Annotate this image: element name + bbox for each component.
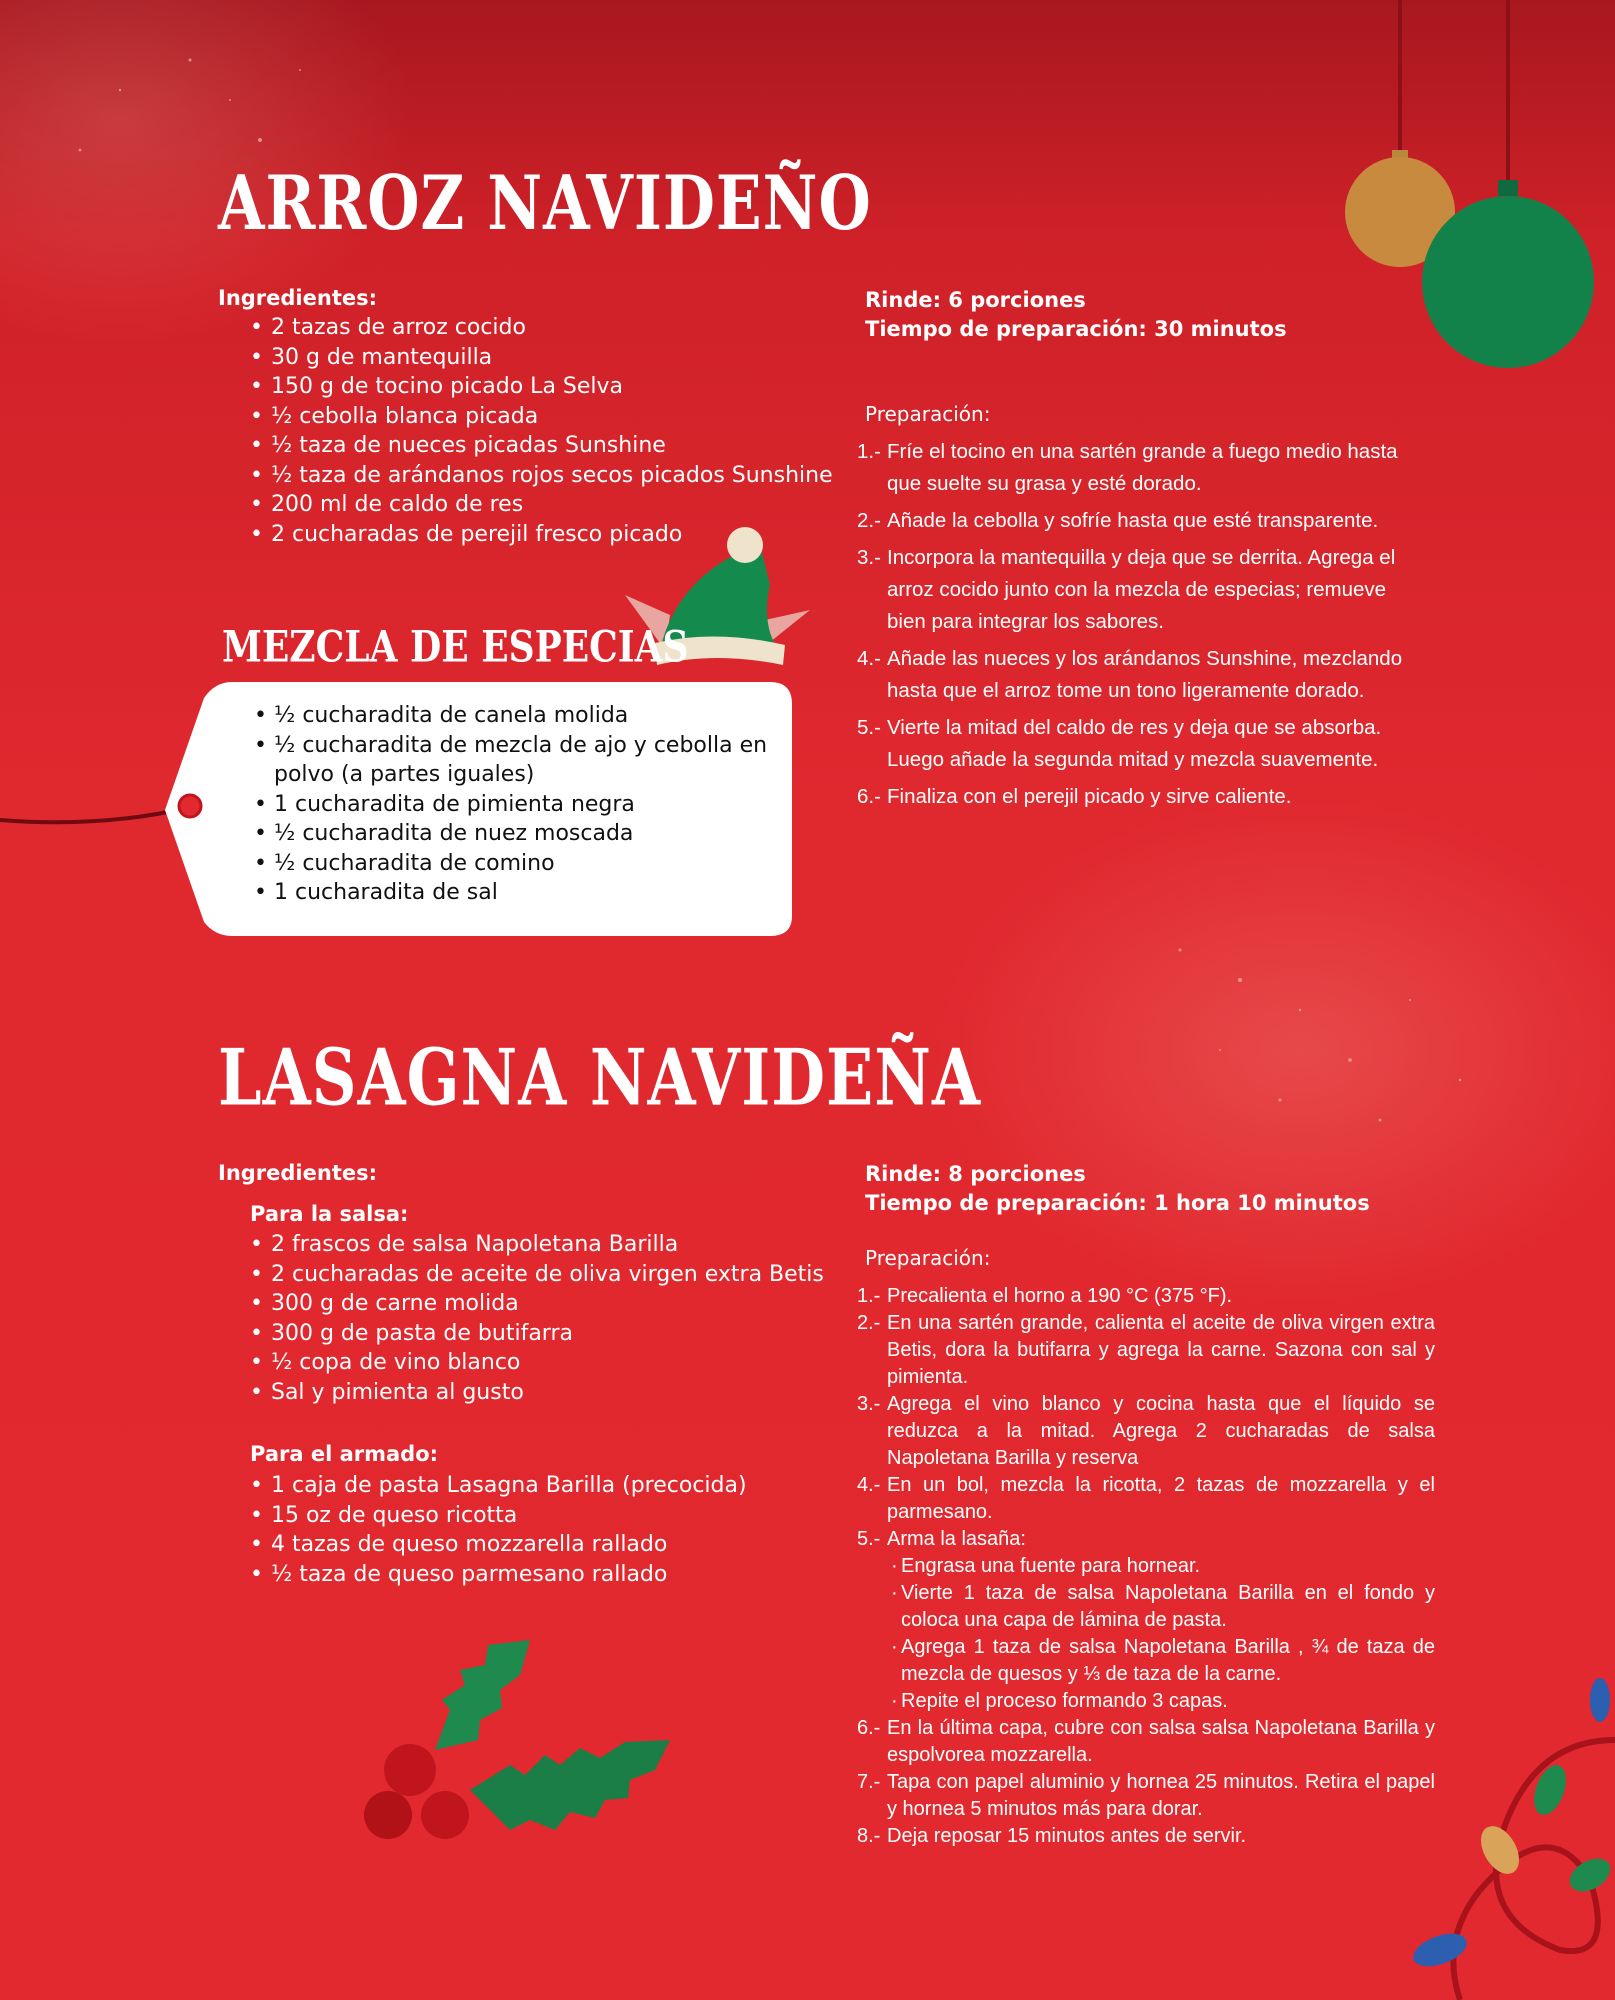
list-item: • ½ copa de vino blanco [250,1348,824,1378]
step-item [857,542,1417,638]
step-number: 3.- [857,546,881,569]
list-item: • 15 oz de queso ricotta [250,1501,747,1531]
step-item [857,436,1417,500]
step-text: Arma la lasaña: [887,1528,1026,1550]
preparation-steps [857,436,1417,818]
list-item: • 30 g de mantequilla [250,343,833,373]
step-item [857,1715,1435,1769]
step-text: Precalienta el horno a 190 °C (375 °F). [887,1285,1233,1307]
spice-list [252,701,772,908]
step-number: 5.- [857,1528,881,1550]
step-text: Vierte la mitad del caldo de res y deja que se absorba. Luego añade la segunda mitad y mezcla suavemente. [887,716,1382,771]
step-item [857,1391,1435,1472]
sauce-label: Para la salsa: [250,1202,409,1226]
step-text: Deja reposar 15 minutos antes de servir. [887,1825,1247,1847]
step-text: En la última capa, cubre con salsa salsa Napoletana Barilla y espolvorea mozzarella. [887,1717,1435,1766]
list-item: • ½ cucharadita de mezcla de ajo y cebolla en polvo (a partes iguales) [252,731,772,790]
list-item: • 2 cucharadas de aceite de oliva virgen extra Betis [250,1260,824,1290]
step-number: 4.- [857,1474,881,1496]
sauce-ingredients-list [250,1230,824,1407]
sub-step-item: · Engrasa una fuente para hornear. [887,1553,1435,1580]
step-number: 6.- [857,785,881,808]
yield-text: Rinde: 6 porciones [865,288,1086,312]
step-item [857,712,1417,776]
step-number: 4.- [857,647,881,670]
assembly-ingredients-list [250,1471,747,1589]
green-ornament-icon [1422,196,1594,368]
list-item: • 2 cucharadas de perejil fresco picado [250,520,833,550]
list-item: • 200 ml de caldo de res [250,490,833,520]
step-text: En un bol, mezcla la ricotta, 2 tazas de mozzarella y el parmesano. [887,1474,1435,1523]
prep-time-text: Tiempo de preparación: 1 hora 10 minutos [865,1191,1370,1215]
list-item: • ½ taza de nueces picadas Sunshine [250,431,833,461]
step-text: Añade la cebolla y sofríe hasta que esté transparente. [887,509,1379,532]
list-item: • 1 cucharadita de sal [252,878,772,908]
step-item [857,781,1417,813]
assembly-label: Para el armado: [250,1442,439,1466]
list-item: • 2 tazas de arroz cocido [250,313,833,343]
step-number: 8.- [857,1825,881,1847]
spice-mix-title: MEZCLA DE ESPECIAS [222,622,689,673]
step-item [857,1472,1435,1526]
yield-text: Rinde: 8 porciones [865,1162,1086,1186]
list-item: • 2 frascos de salsa Napoletana Barilla [250,1230,824,1260]
recipe-meta [865,1160,1370,1218]
recipe-meta [865,286,1287,344]
step-number: 2.- [857,1312,881,1334]
recipe-title: LASAGNA NAVIDEÑA [218,1032,982,1124]
sub-step-item: · Agrega 1 taza de salsa Napoletana Barilla , ¾ de taza de mezcla de quesos y ⅓ de taza de la carne. [887,1634,1435,1688]
list-item: • ½ cucharadita de comino [252,849,772,879]
list-item: • 300 g de carne molida [250,1289,824,1319]
step-number: 1.- [857,440,881,463]
list-item: • 1 cucharadita de pimienta negra [252,790,772,820]
step-number: 1.- [857,1285,881,1307]
preparation-label: Preparación: [865,402,991,426]
step-number: 2.- [857,509,881,532]
step-text: Finaliza con el perejil picado y sirve caliente. [887,785,1292,808]
list-item: • Sal y pimienta al gusto [250,1378,824,1408]
ingredients-label: Ingredientes: [218,286,377,310]
list-item: • ½ cucharadita de canela molida [252,701,772,731]
list-item: • 1 caja de pasta Lasagna Barilla (precocida) [250,1471,747,1501]
step-item [857,1283,1435,1310]
step-text: Añade las nueces y los arándanos Sunshine, mezclando hasta que el arroz tome un tono ligeramente dorado. [887,647,1403,702]
sub-steps-list [887,1553,1435,1715]
list-item: • 150 g de tocino picado La Selva [250,372,833,402]
sub-step-item: · Vierte 1 taza de salsa Napoletana Barilla en el fondo y coloca una capa de lámina de pasta. [887,1580,1435,1634]
ornaments-decoration [1330,0,1615,380]
step-number: 5.- [857,716,881,739]
step-number: 3.- [857,1393,881,1415]
ingredients-list [250,313,833,549]
string-lights-icon [1400,1660,1615,2000]
step-item [857,1769,1435,1823]
list-item: • ½ cucharadita de nuez moscada [252,819,772,849]
step-item [857,643,1417,707]
preparation-label: Preparación: [865,1246,991,1270]
step-item [857,1526,1435,1715]
prep-time-text: Tiempo de preparación: 30 minutos [865,317,1287,341]
list-item: • 4 tazas de queso mozzarella rallado [250,1530,747,1560]
step-number: 6.- [857,1717,881,1739]
list-item: • ½ taza de queso parmesano rallado [250,1560,747,1590]
sub-step-item: · Repite el proceso formando 3 capas. [887,1688,1435,1715]
ingredients-label: Ingredientes: [218,1161,377,1185]
step-item [857,505,1417,537]
step-text: En una sartén grande, calienta el aceite de oliva virgen extra Betis, dora la butifarra y agrega la carne. Sazona con sal y pimienta. [887,1312,1435,1388]
recipe-title: ARROZ NAVIDEÑO [218,160,872,248]
step-number: 7.- [857,1771,881,1793]
step-item [857,1823,1435,1850]
list-item: • 300 g de pasta de butifarra [250,1319,824,1349]
holly-icon [350,1630,690,1860]
step-text: Fríe el tocino en una sartén grande a fuego medio hasta que suelte su grasa y esté dorado. [887,440,1398,495]
step-text: Incorpora la mantequilla y deja que se derrita. Agrega el arroz cocido junto con la mezcla de especias; remueve bien para integrar los sabores. [887,546,1396,633]
list-item: • ½ cebolla blanca picada [250,402,833,432]
step-text: Agrega el vino blanco y cocina hasta que el líquido se reduzca a la mitad. Agrega 2 cucharadas de salsa Napoletana Barilla y reserva [887,1393,1435,1469]
list-item: • ½ taza de arándanos rojos secos picados Sunshine [250,461,833,491]
step-item [857,1310,1435,1391]
step-text: Tapa con papel aluminio y hornea 25 minutos. Retira el papel y hornea 5 minutos más para dorar. [887,1771,1435,1820]
preparation-steps [857,1283,1435,1850]
